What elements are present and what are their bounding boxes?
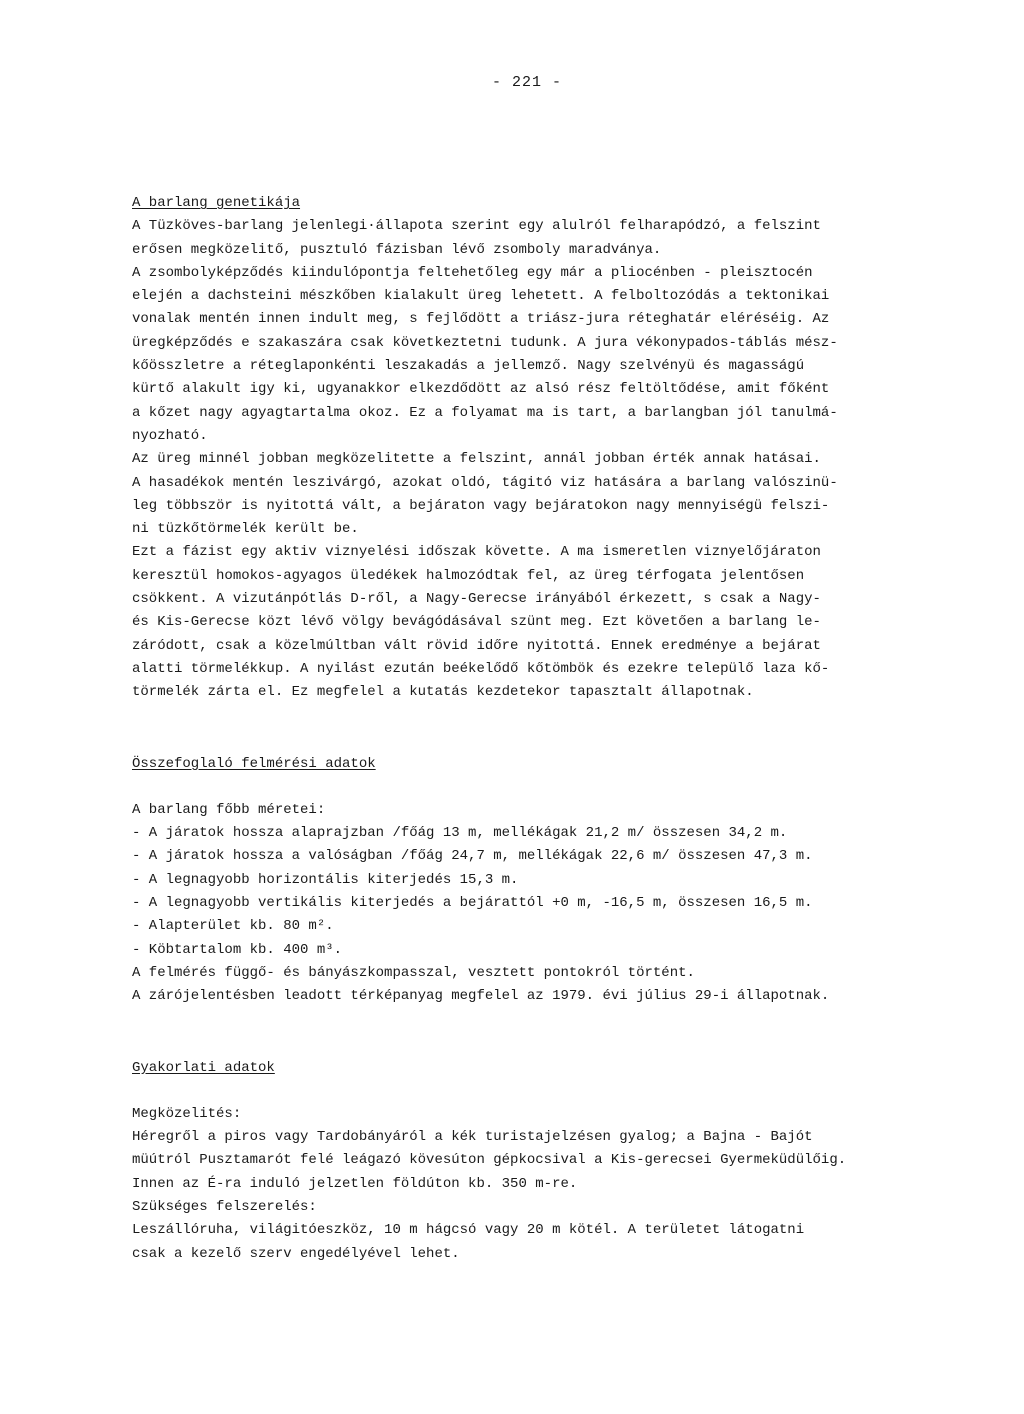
text-line: A zsombolyképződés kiindulópontja feltehetőleg egy már a pliocénben - pleisztocén [132,264,813,281]
text-line: csak a kezelő szerv engedélyével lehet. [132,1245,460,1262]
heading-spacer [132,776,912,799]
text-line: erősen megközelitő, pusztuló fázisban lévő zsomboly maradványa. [132,241,662,258]
text-line: Az üreg minnél jobban megközelitette a felszint, annál jobban érték annak hatásai. [132,451,821,468]
text-line: Innen az É-ra induló jelzetlen földúton kb. 350 m-re. [132,1175,578,1192]
section-spacer [132,705,912,753]
section-body-genetics [132,215,912,704]
text-line: nyozható. [132,427,208,444]
document-body [132,192,912,1266]
page-number: - 221 - [491,74,562,91]
text-line: ni tüzkőtörmelék került be. [132,521,359,538]
list-item: - A legnagyobb vertikális kiterjedés a bejárattól +0 m, -16,5 m, összesen 16,5 m. [132,895,813,912]
text-line: kőösszletre a réteglaponkénti leszakadás a jellemző. Nagy szelvényü és magasságú [132,358,805,375]
text-line: müútról Pusztamarót felé leágazó kövesúton gépkocsival a Kis-gerecsei Gyermeküdülőig. [132,1152,847,1169]
section-body-survey-data [132,799,912,1009]
text-line: elején a dachsteini mészkőben kialakult üreg lehetett. A felboltozódás a tektonikai [132,288,830,305]
section-body-practical-data [132,1103,912,1266]
text-line: A hasadékok mentén leszivárgó, azokat oldó, tágitó viz hatására a barlang valószinü- [132,474,838,491]
text-line: csökkent. A vizutánpótlás D-ről, a Nagy-Gerecse irányából érkezett, s csak a Nagy- [132,591,821,608]
text-line: Leszállóruha, világitóeszköz, 10 m hágcsó vagy 20 m kötél. A területet látogatni [132,1222,805,1239]
list-item: - A járatok hossza a valóságban /főág 24,7 m, mellékágak 22,6 m/ összesen 47,3 m. [132,848,813,865]
text-line: és Kis-Gerecse közt lévő völgy bevágódásával szünt meg. Ezt követően a barlang le- [132,614,821,631]
text-line: törmelék zárta el. Ez megfelel a kutatás kezdetekor tapasztalt állapotnak. [132,684,754,701]
list-item: - A járatok hossza alaprajzban /főág 13 m, mellékágak 21,2 m/ összesen 34,2 m. [132,825,788,842]
list-item: - A legnagyobb horizontális kiterjedés 15,3 m. [132,871,519,888]
text-line: A Tüzköves-barlang jelenlegi·állapota szerint egy alulról felharapódzó, a felszint [132,218,821,235]
text-line: üregképződés e szakaszára csak következtetni tudunk. A jura vékonypados-táblás mész- [132,334,838,351]
subheading-equipment: Szükséges felszerelés: [132,1198,317,1215]
section-spacer [132,1009,912,1057]
section-heading-practical-data: Gyakorlati adatok [132,1059,275,1076]
section-heading-survey-data: Összefoglaló felmérési adatok [132,755,376,772]
text-line: keresztül homokos-agyagos üledékek halmozódtak fel, az üreg térfogata jelentősen [132,567,805,584]
text-line: záródott, csak a közelmúltban vált rövid időre nyitottá. Ennek eredménye a bejárat [132,637,821,654]
text-line: A barlang főbb méretei: [132,801,326,818]
text-line: Héregről a piros vagy Tardobányáról a kék turistajelzésen gyalog; a Bajna - Bajót [132,1129,813,1146]
text-line: alatti törmelékkup. A nyilást ezután beékelődő kőtömbök és ezekre települő laza kő- [132,660,830,677]
heading-spacer [132,1080,912,1103]
text-line: kürtő alakult igy ki, ugyanakkor elkezdődött az alsó rész feltöltődése, amit főként [132,381,830,398]
list-item: - Alapterület kb. 80 m². [132,918,334,935]
text-line: a kőzet nagy agyagtartalma okoz. Ez a folyamat ma is tart, a barlangban jól tanulmá- [132,404,838,421]
text-line: leg többször is nyitottá vált, a bejáraton vagy bejáratokon nagy mennyiségü felszi- [132,497,830,514]
subheading-approach: Megközelités: [132,1105,242,1122]
text-line: A zárójelentésben leadott térképanyag megfelel az 1979. évi július 29-i állapotnak. [132,988,830,1005]
list-item: - Köbtartalom kb. 400 m³. [132,941,343,958]
text-line: Ezt a fázist egy aktiv viznyelési időszak követte. A ma ismeretlen viznyelőjáraton [132,544,821,561]
text-line: vonalak mentén innen indult meg, s fejlődött a triász-jura réteghatár eléréséig. Az [132,311,830,328]
text-line: A felmérés függő- és bányászkompasszal, vesztett pontokról történt. [132,964,695,981]
section-heading-genetics: A barlang genetikája [132,195,301,211]
